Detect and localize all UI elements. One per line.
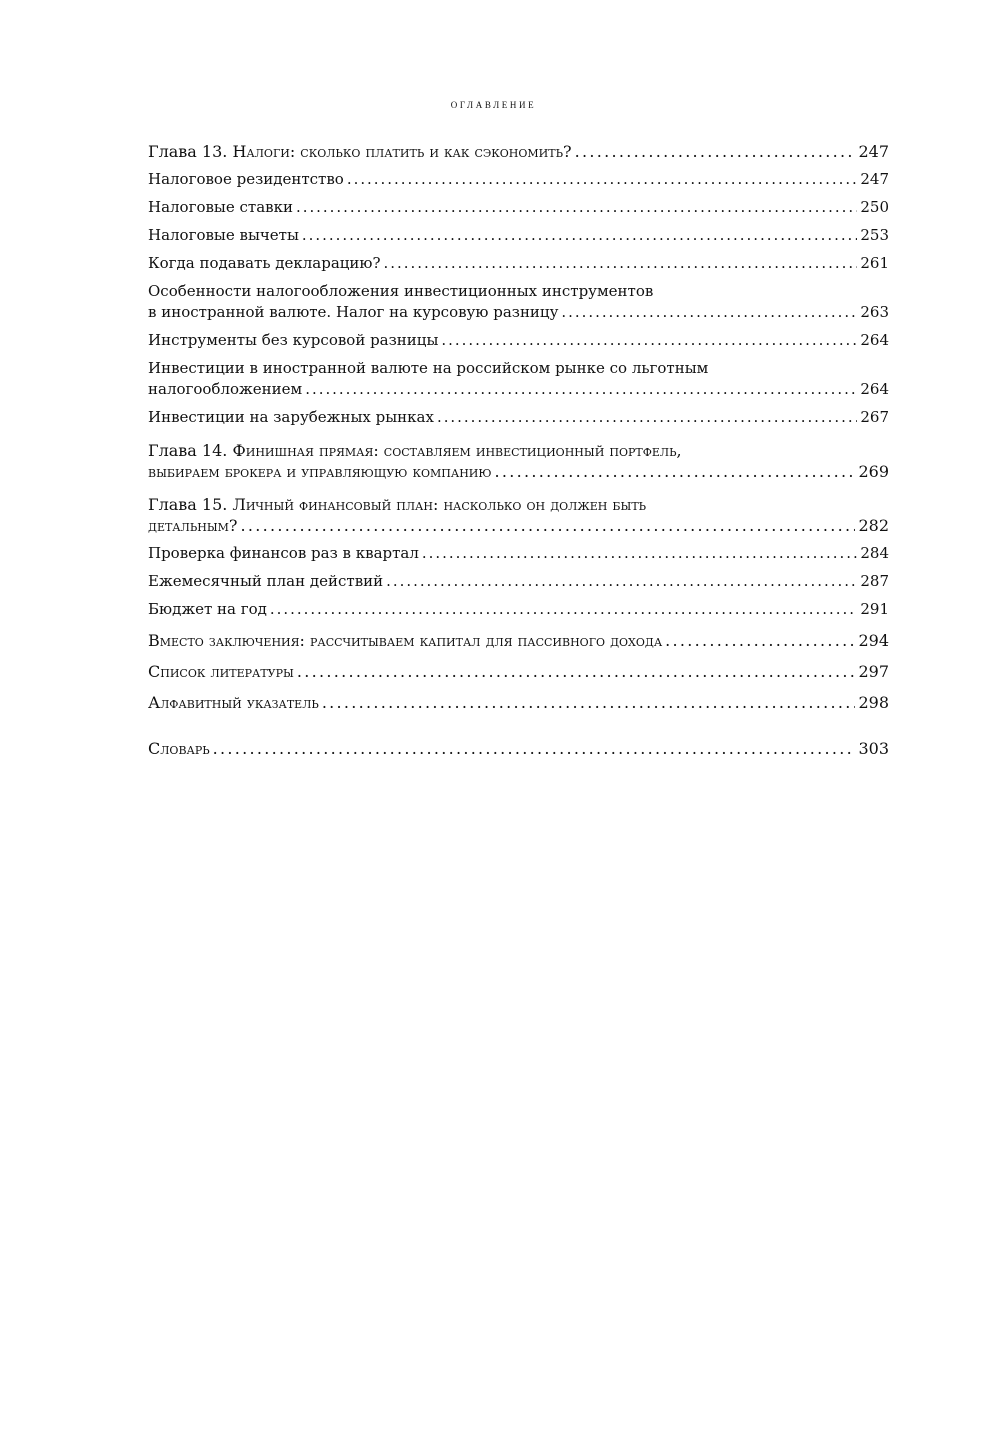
dot-leader <box>213 738 856 759</box>
page-number: 291 <box>860 600 889 618</box>
toc-section-monthly-plan[interactable] <box>148 571 889 592</box>
section-title: Инвестиции на зарубежных рынках <box>148 408 434 426</box>
section-title: Налоговое резидентство <box>148 170 344 188</box>
chapter-number: Глава 14. <box>148 441 228 460</box>
chapter-title-line-2: выбираем брокера и управляющую компанию <box>148 462 492 481</box>
section-title: Налоговые ставки <box>148 198 293 216</box>
page-number: 303 <box>858 739 889 758</box>
dot-leader <box>422 543 857 564</box>
section-title: Ежемесячный план действий <box>148 572 384 590</box>
toc-chapter-15[interactable] <box>148 494 889 536</box>
page-number: 282 <box>858 516 889 535</box>
section-title-line-2: налогообложением <box>148 380 303 398</box>
section-title-line-1: Особенности налогообложения инвестиционных инструментов <box>148 282 654 300</box>
chapter-number: Глава 13. <box>148 142 228 161</box>
page-title: оглавление <box>450 96 537 111</box>
toc-chapter-13[interactable] <box>148 141 889 162</box>
page-number: 298 <box>858 693 889 712</box>
chapter-title-line-2: детальным? <box>148 516 238 535</box>
dot-leader <box>302 225 857 246</box>
chapter-title: Вместо заключения: рассчитываем капитал для пассивного дохода <box>148 631 663 650</box>
page-number: 261 <box>860 254 889 272</box>
toc-section-tax-deductions[interactable] <box>148 225 889 246</box>
section-title: Бюджет на год <box>148 600 267 618</box>
section-title-line-2: в иностранной валюте. Налог на курсовую разницу <box>148 303 559 321</box>
section-title: Когда подавать декларацию? <box>148 254 381 272</box>
toc-section-tax-rates[interactable] <box>148 197 889 218</box>
page-number: 250 <box>860 198 889 216</box>
toc-section-preferential-taxation[interactable] <box>148 358 889 400</box>
toc-section-quarterly-check[interactable] <box>148 543 889 564</box>
dot-leader <box>296 197 857 218</box>
section-title: Проверка финансов раз в квартал <box>148 544 419 562</box>
chapter-title: Список литературы <box>148 662 294 681</box>
dot-leader <box>305 379 857 400</box>
page-number: 263 <box>860 303 889 321</box>
dot-leader <box>437 407 857 428</box>
page-number: 267 <box>860 408 889 426</box>
page-number: 294 <box>858 631 889 650</box>
section-title: Инструменты без курсовой разницы <box>148 331 439 349</box>
section-title-line-1: Инвестиции в иностранной валюте на российском рынке со льготным <box>148 359 709 377</box>
toc-index[interactable] <box>148 692 889 713</box>
page-number: 253 <box>860 226 889 244</box>
dot-leader <box>495 461 856 482</box>
chapter-title: Налоги: сколько платить и как сэкономить? <box>232 142 572 161</box>
dot-leader <box>347 169 858 190</box>
dot-leader <box>241 515 856 536</box>
dot-leader <box>384 253 858 274</box>
dot-leader <box>561 302 857 323</box>
toc-section-tax-residency[interactable] <box>148 169 889 190</box>
dot-leader <box>270 599 857 620</box>
chapter-number: Глава 15. <box>148 495 228 514</box>
toc-section-no-fx-difference[interactable] <box>148 330 889 351</box>
chapter-title-line-1: Финишная прямая: составляем инвестиционный портфель, <box>232 441 682 460</box>
page-number: 247 <box>860 170 889 188</box>
toc-section-foreign-currency-tax[interactable] <box>148 281 889 323</box>
page-number: 284 <box>860 544 889 562</box>
page-number: 264 <box>860 380 889 398</box>
toc-literature[interactable] <box>148 661 889 682</box>
chapter-title: Алфавитный указатель <box>148 693 319 712</box>
page-number: 269 <box>858 462 889 481</box>
dot-leader <box>386 571 857 592</box>
page-number: 247 <box>858 142 889 161</box>
toc-glossary[interactable] <box>148 738 889 759</box>
page-number: 287 <box>860 572 889 590</box>
dot-leader <box>322 692 856 713</box>
section-title: Налоговые вычеты <box>148 226 299 244</box>
page-number: 264 <box>860 331 889 349</box>
dot-leader <box>441 330 857 351</box>
toc-section-foreign-markets[interactable] <box>148 407 889 428</box>
dot-leader <box>297 661 856 682</box>
dot-leader <box>665 630 855 651</box>
toc-conclusion[interactable] <box>148 630 889 651</box>
dot-leader <box>575 141 856 162</box>
table-of-contents <box>148 141 889 766</box>
page-number: 297 <box>858 662 889 681</box>
toc-chapter-14[interactable] <box>148 440 889 482</box>
toc-section-declaration[interactable] <box>148 253 889 274</box>
chapter-title-line-1: Личный финансовый план: насколько он должен быть <box>232 495 647 514</box>
chapter-title: Словарь <box>148 739 210 758</box>
toc-section-annual-budget[interactable] <box>148 599 889 620</box>
